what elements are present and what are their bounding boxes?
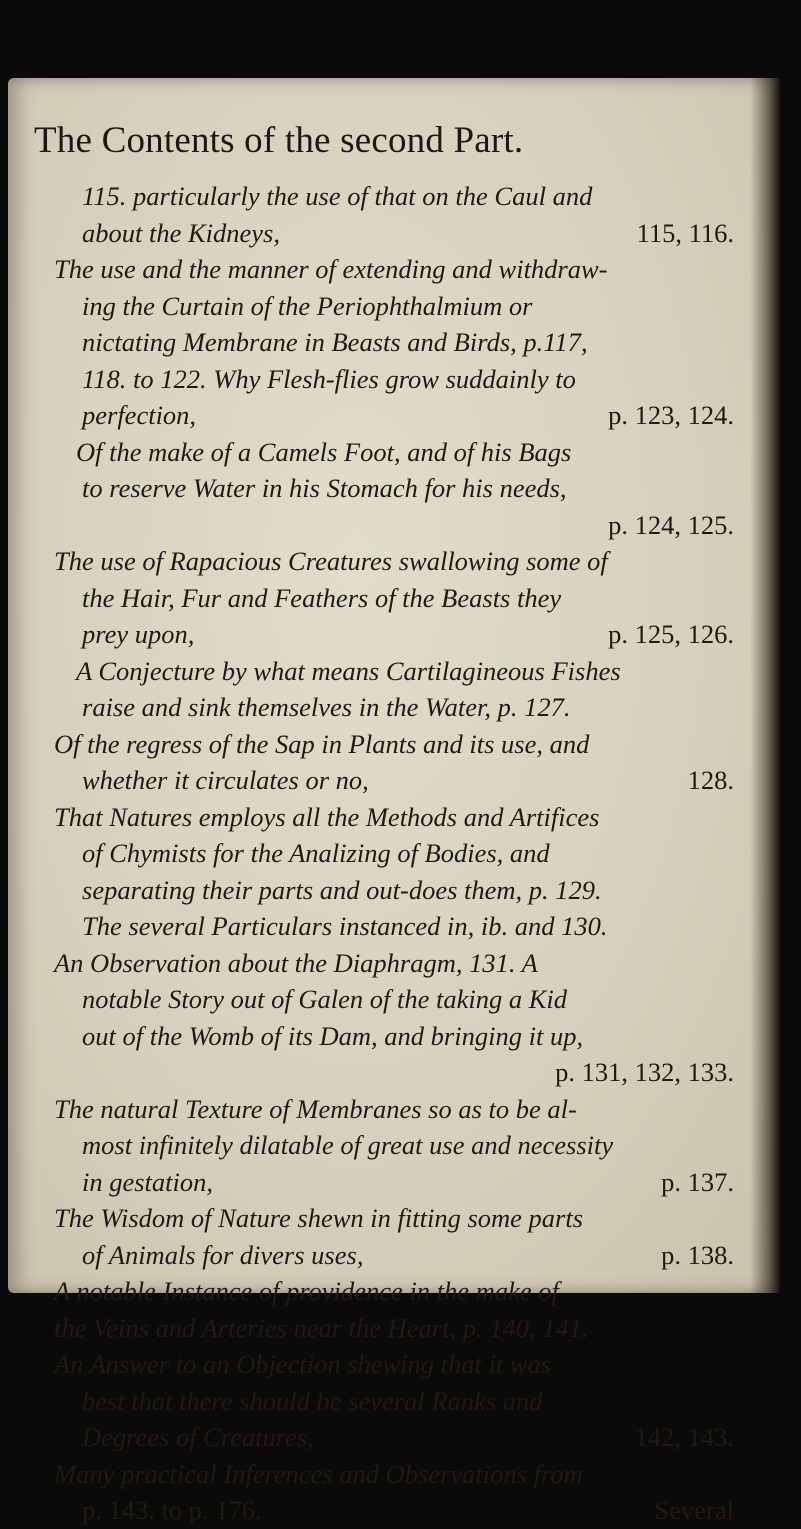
contents-row (54, 580, 734, 617)
contents-row (54, 361, 734, 398)
contents-row (54, 397, 734, 434)
contents-row (54, 1018, 734, 1055)
contents-row (54, 1091, 734, 1128)
contents-line: ing the Curtain of the Periophthalmium or (82, 290, 533, 321)
contents-line: Many practical Inferences and Observations from (54, 1458, 583, 1489)
contents-row (54, 1273, 734, 1310)
contents-line: raise and sink themselves in the Water, p. 127. (82, 692, 571, 722)
contents-line: Of the regress of the Sap in Plants and its use, and (54, 728, 590, 759)
contents-row (54, 689, 734, 726)
contents-line: in gestation, (82, 1166, 214, 1197)
contents-line: An Answer to an Objection shewing that it was (54, 1349, 552, 1379)
contents-line: A Conjecture by what means Cartilagineous Fishes (76, 655, 621, 686)
page-shadow-edge (750, 78, 782, 1293)
contents-row (54, 215, 734, 252)
page-ref: 128. (687, 765, 734, 795)
contents-row (54, 1456, 734, 1493)
contents-row (54, 1310, 734, 1347)
page-ref: p. 137. (661, 1166, 734, 1197)
contents-list (54, 178, 734, 1529)
contents-row (54, 1419, 734, 1456)
contents-line: The use and the manner of extending and withdraw- (54, 254, 608, 284)
contents-line: The use of Rapacious Creatures swallowing some of (54, 546, 608, 576)
contents-line: Of the make of a Camels Foot, and of his Bags (76, 436, 572, 467)
page-ref: 142, 143. (634, 1422, 734, 1452)
contents-line: Degrees of Creatures, (82, 1422, 314, 1452)
contents-row (54, 872, 734, 909)
contents-row (54, 653, 734, 690)
page-ref: 115, 116. (636, 217, 734, 248)
contents-line: about the Kidneys, (82, 217, 280, 248)
page-ref: p. 123, 124. (608, 400, 734, 430)
contents-row (54, 981, 734, 1018)
contents-row (54, 1346, 734, 1383)
contents-row (54, 251, 734, 288)
contents-line: prey upon, (82, 619, 195, 649)
contents-line: 118. to 122. Why Flesh-flies grow suddainly to (82, 363, 576, 394)
contents-row (54, 1237, 734, 1274)
contents-line: out of the Womb of its Dam, and bringing it up, (82, 1020, 584, 1051)
contents-row (54, 1492, 734, 1529)
contents-line: A notable Instance of providence in the make of (54, 1276, 559, 1306)
page-ref: p. 138. (661, 1239, 734, 1270)
contents-row (54, 543, 734, 580)
contents-line: An Observation about the Diaphragm, 131. A (54, 947, 538, 978)
contents-row (54, 762, 734, 799)
catchword: Several (654, 1495, 734, 1525)
contents-line: separating their parts and out-does them, p. 129. (82, 874, 602, 905)
contents-line: The Wisdom of Nature shewn in fitting some parts (54, 1203, 584, 1233)
contents-row (54, 1164, 734, 1201)
contents-line: p. 143. to p. 176. (82, 1495, 262, 1525)
contents-line: That Natures employs all the Methods and Artifices (54, 801, 600, 832)
contents-row (54, 507, 734, 544)
contents-row (54, 908, 734, 945)
page-ref: p. 131, 132, 133. (555, 1057, 734, 1087)
contents-line: notable Story out of Galen of the taking a Kid (82, 984, 568, 1014)
contents-row (54, 470, 734, 507)
contents-row (54, 434, 734, 471)
contents-row (54, 945, 734, 982)
contents-row (54, 799, 734, 836)
contents-line: the Veins and Arteries near the Heart, p. 140, 141. (54, 1312, 589, 1343)
running-head: The Contents of the second Part. (34, 120, 524, 161)
contents-row (54, 1383, 734, 1420)
contents-row (54, 616, 734, 653)
contents-row (54, 1200, 734, 1237)
contents-line: to reserve Water in his Stomach for his needs, (82, 473, 567, 503)
contents-line: perfection, (82, 400, 197, 430)
contents-row (54, 1054, 734, 1091)
contents-line: most infinitely dilatable of great use and necessity (82, 1130, 614, 1160)
contents-row (54, 835, 734, 872)
contents-line: 115. particularly the use of that on the Caul and (82, 181, 593, 211)
contents-line: of Animals for divers uses, (82, 1239, 364, 1270)
contents-row (54, 726, 734, 763)
contents-line: best that there should be several Ranks and (82, 1385, 543, 1416)
contents-row (54, 1127, 734, 1164)
contents-line: The several Particulars instanced in, ib. and 130. (82, 911, 608, 941)
contents-line: nictating Membrane in Beasts and Birds, p.117, (82, 327, 588, 357)
book-page (8, 78, 780, 1525)
contents-line: whether it circulates or no, (82, 765, 369, 795)
page-ref: p. 124, 125. (608, 509, 734, 540)
contents-line: The natural Texture of Membranes so as to be al- (54, 1093, 577, 1124)
page-ref: p. 125, 126. (608, 619, 734, 649)
contents-line: of Chymists for the Analizing of Bodies, and (82, 838, 550, 868)
contents-line: the Hair, Fur and Feathers of the Beasts they (82, 582, 562, 613)
contents-row (54, 288, 734, 325)
contents-row (54, 324, 734, 361)
